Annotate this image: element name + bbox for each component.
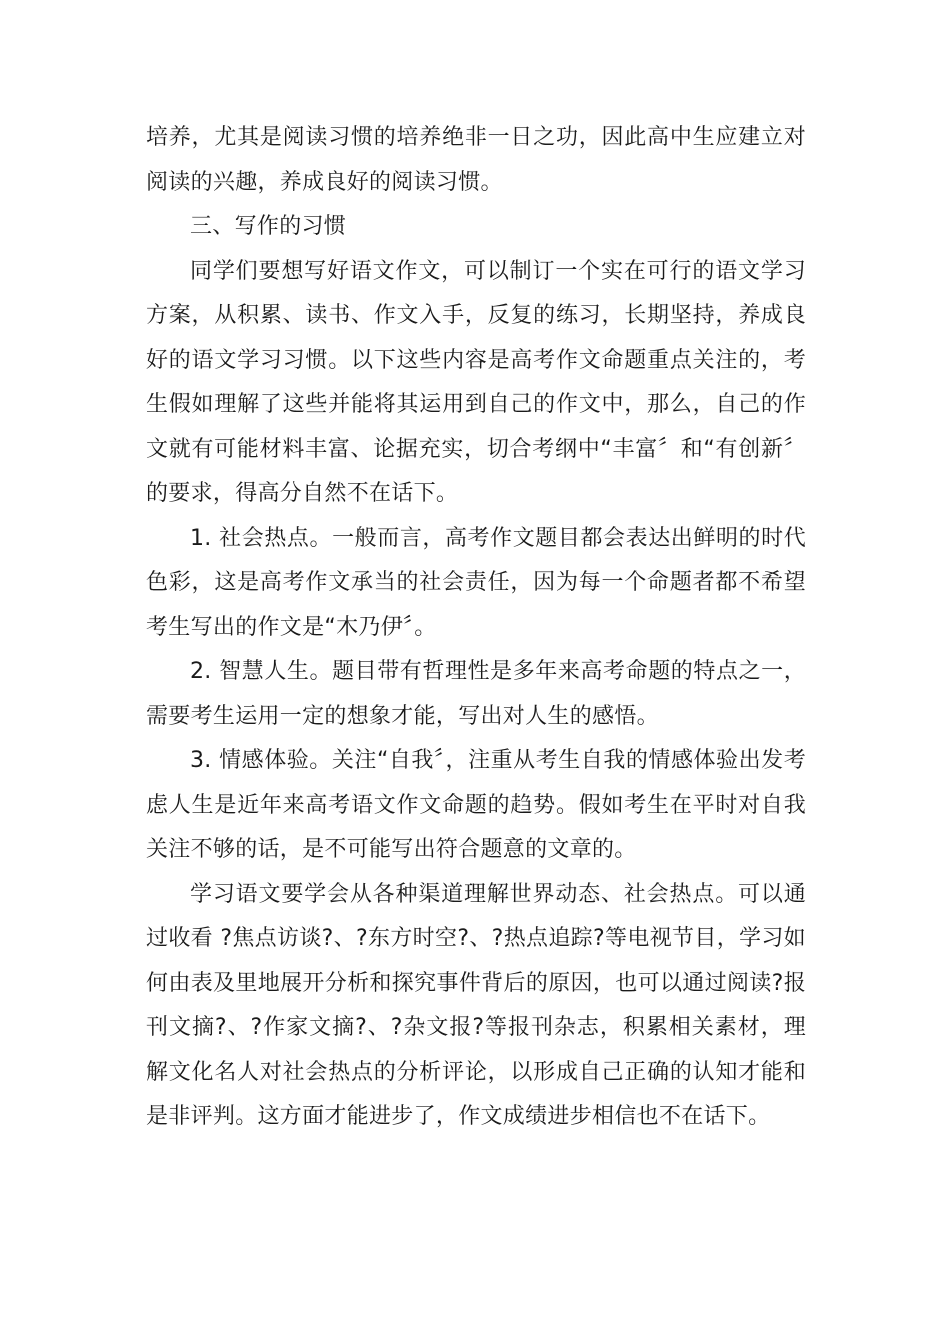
paragraph-writing-plan: 同学们要想写好语文作文，可以制订一个实在可行的语文学习方案，从积累、读书、作文入手，反复的练习，长期坚持，养成良好的语文学习习惯。以下这些内容是高考作文命题重点关注的，考生假如理解了这些并能将其运用到自己的作文中，那么，自己的作文就有可能材料丰富、论据充实，切合考纲中“丰富〞和“有创新〞的要求，得高分自然不在话下。 bbox=[146, 258, 806, 506]
paragraph-learning-channels: 学习语文要学会从各种渠道理解世界动态、社会热点。可以通过收看 ?焦点访谈?、?东方时空?、?热点追踪?等电视节目，学习如何由表及里地展开分析和探究事件背后的原因，也可以通过阅读?报刊文摘?、?作家文摘?、?杂文报?等报刊杂志，积累相关素材，理解文化名人对社会热点的分析评论，以形成自己正确的认知才能和是非评判。这方面才能进步了，作文成绩进步相信也不在话下。 bbox=[146, 881, 806, 1129]
paragraph-reading-habit-end: 培养，尤其是阅读习惯的培养绝非一日之功，因此高中生应建立对阅读的兴趣，养成良好的阅读习惯。 bbox=[146, 125, 806, 195]
document-body bbox=[146, 116, 806, 1140]
paragraph-emotional-experience: 3. 情感体验。关注“自我〞，注重从考生自我的情感体验出发考虑人生是近年来高考语文作文命题的趋势。假如考生在平时对自我关注不够的话，是不可能写出符合题意的文章的。 bbox=[146, 748, 806, 862]
paragraph-social-hotspot: 1. 社会热点。一般而言，高考作文题目都会表达出鲜明的时代色彩，这是高考作文承当的社会责任，因为每一个命题者都不希望考生写出的作文是“木乃伊〞。 bbox=[146, 525, 806, 640]
paragraph-wisdom-life: 2. 智慧人生。题目带有哲理性是多年来高考命题的特点之一，需要考生运用一定的想象才能，写出对人生的感悟。 bbox=[146, 659, 806, 729]
section-heading-writing-habit: 三、写作的习惯 bbox=[190, 214, 347, 239]
